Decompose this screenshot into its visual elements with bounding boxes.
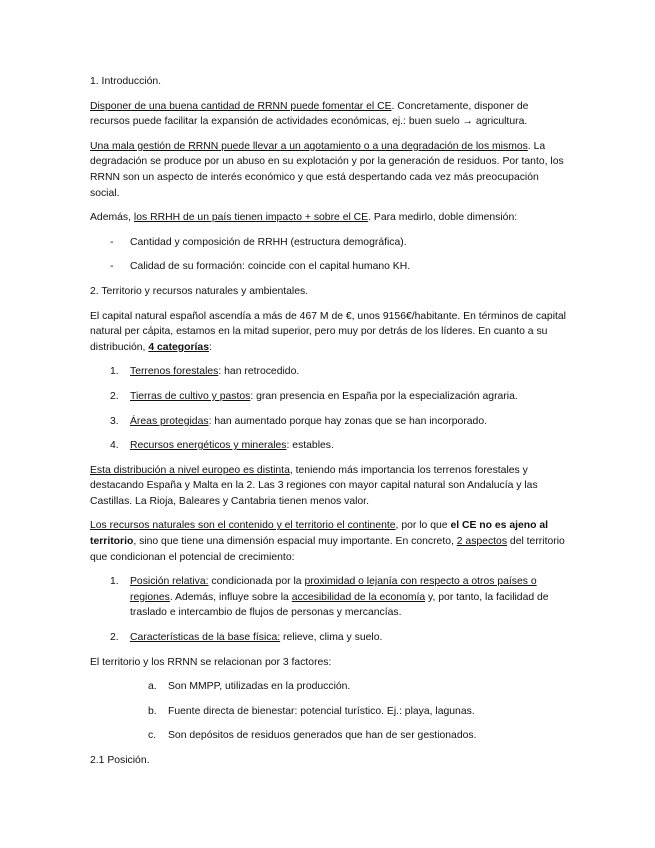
bullet-item: [90, 259, 570, 275]
underlined-text: los RRHH de un país tienen impacto + sobre el CE: [133, 212, 369, 224]
underlined-text: 2 aspectos: [456, 536, 508, 548]
heading-introduccion: 1. Introducción.: [90, 76, 162, 87]
factor-text: Son depósitos de residuos generados que han de ser gestionados.: [168, 730, 477, 742]
bullet-marker: -: [110, 261, 114, 273]
category-text: : han retrocedido.: [218, 366, 300, 378]
underlined-text: accesibilidad de la economía: [291, 591, 426, 603]
underlined-text: Disponer de una buena cantidad de RRNN puede fomentar el CE: [90, 100, 392, 112]
bullet-item: [90, 235, 570, 251]
body-text: Además,: [90, 212, 134, 224]
paragraph-rrnn-fomentar: [90, 99, 570, 130]
bullet-text: Calidad de su formación: coincide con el capital humano KH.: [130, 261, 411, 273]
body-text: y, por tanto, la facilidad de traslado e intercambio de flujos de personas y mercancías.: [130, 591, 549, 619]
factor-item: [90, 728, 570, 744]
list-number: 1.: [110, 366, 119, 378]
heading-posicion: 2.1 Posición.: [90, 755, 150, 766]
aspect-name: Características de la base física:: [130, 632, 281, 644]
underlined-text: proximidad o lejanía con respecto a otros países o regiones: [130, 576, 537, 603]
body-text: . Además, influye sobre la: [169, 591, 292, 603]
list-number: 3.: [110, 415, 119, 427]
bold-text: 4 categorías: [148, 341, 209, 353]
factor-text: Fuente directa de bienestar: potencial turístico. Ej.: playa, lagunas.: [168, 705, 475, 717]
list-letter: c.: [148, 730, 157, 742]
factor-text: Son MMPP, utilizadas en la producción.: [168, 681, 351, 693]
body-text: . Concretamente, disponer de recursos puede facilitar la expansión de actividades económicas, ej.: buen suelo → agricultura.: [90, 100, 529, 128]
list-number: 1.: [110, 576, 119, 588]
paragraph-tres-factores: El territorio y los RRNN se relacionan por 3 factores:: [90, 656, 332, 668]
body-text: El capital natural español ascendía a más de 467 M de €, unos 9156€/habitante. En términos de capital natural per cápita, estamos en la mitad superior, pero muy por detrás de los líderes. En cuanto a su distribución,: [90, 310, 566, 353]
aspect-name: Posición relativa:: [130, 576, 209, 588]
underlined-text: Esta distribución a nivel europeo es distinta: [90, 464, 290, 476]
paragraph-mala-gestion: [90, 139, 570, 201]
category-item: [90, 389, 570, 405]
underlined-text: Una mala gestión de RRNN puede llevar a un agotamiento o a una degradación de los mismos: [90, 140, 528, 152]
body-text: , teniendo más importancia los terrenos forestales y destacando España y Malta en la 2. Las 3 regiones con mayor capital natural son Andalucía y las Castillas. La Rioja, Baleares y Cantabria tienen menos valor.: [90, 464, 538, 507]
category-item: [90, 438, 570, 454]
bullet-marker: -: [110, 236, 114, 248]
bullet-text: Cantidad y composición de RRHH (estructura demográfica).: [130, 236, 407, 248]
body-text: . Para medirlo, doble dimensión:: [368, 212, 518, 224]
category-name: Recursos energéticos y minerales: [130, 440, 287, 452]
factor-item: [90, 704, 570, 720]
body-text: :: [209, 341, 212, 353]
document-page: [90, 74, 570, 778]
body-text: , sino que tiene una dimensión espacial muy importante. En concreto,: [133, 536, 457, 548]
category-item: [90, 364, 570, 380]
body-text: condicionada por la: [208, 576, 305, 588]
paragraph-distribucion-europea: [90, 463, 570, 510]
category-text: : gran presencia en España por la especialización agraria.: [250, 390, 518, 402]
list-letter: b.: [148, 705, 157, 717]
list-letter: a.: [148, 681, 157, 693]
body-text: , por lo que: [395, 520, 451, 532]
body-text: del territorio que condicionan el potencial de crecimiento:: [90, 536, 565, 563]
body-text: relieve, clima y suelo.: [280, 632, 383, 644]
bold-text: el CE no es ajeno al territorio: [90, 520, 549, 548]
list-number: 2.: [110, 632, 119, 644]
category-text: : estables.: [286, 440, 334, 452]
category-name: Áreas protegidas: [130, 415, 209, 427]
paragraph-capital-natural: [90, 309, 570, 356]
paragraph-rrhh: [90, 210, 570, 226]
category-item: [90, 414, 570, 430]
list-number: 4.: [110, 440, 119, 452]
list-number: 2.: [110, 390, 119, 402]
category-name: Tierras de cultivo y pastos: [130, 390, 251, 402]
factor-item: [90, 679, 570, 695]
paragraph-recursos-territorio: [90, 518, 570, 565]
category-text: : han aumentado porque hay zonas que se han incorporado.: [208, 415, 488, 427]
aspect-item: [90, 630, 570, 646]
body-text: . La degradación se produce por un abuso en su explotación y por la generación de residuos. Por tanto, los RRNN son un aspecto de interés económico y que está despertando cada vez más preocupación social.: [90, 140, 564, 199]
aspect-item: [90, 574, 570, 621]
underlined-text: Los recursos naturales son el contenido y el territorio el continente: [90, 520, 396, 532]
category-name: Terrenos forestales: [130, 366, 219, 378]
heading-territorio: 2. Territorio y recursos naturales y ambientales.: [90, 285, 309, 297]
